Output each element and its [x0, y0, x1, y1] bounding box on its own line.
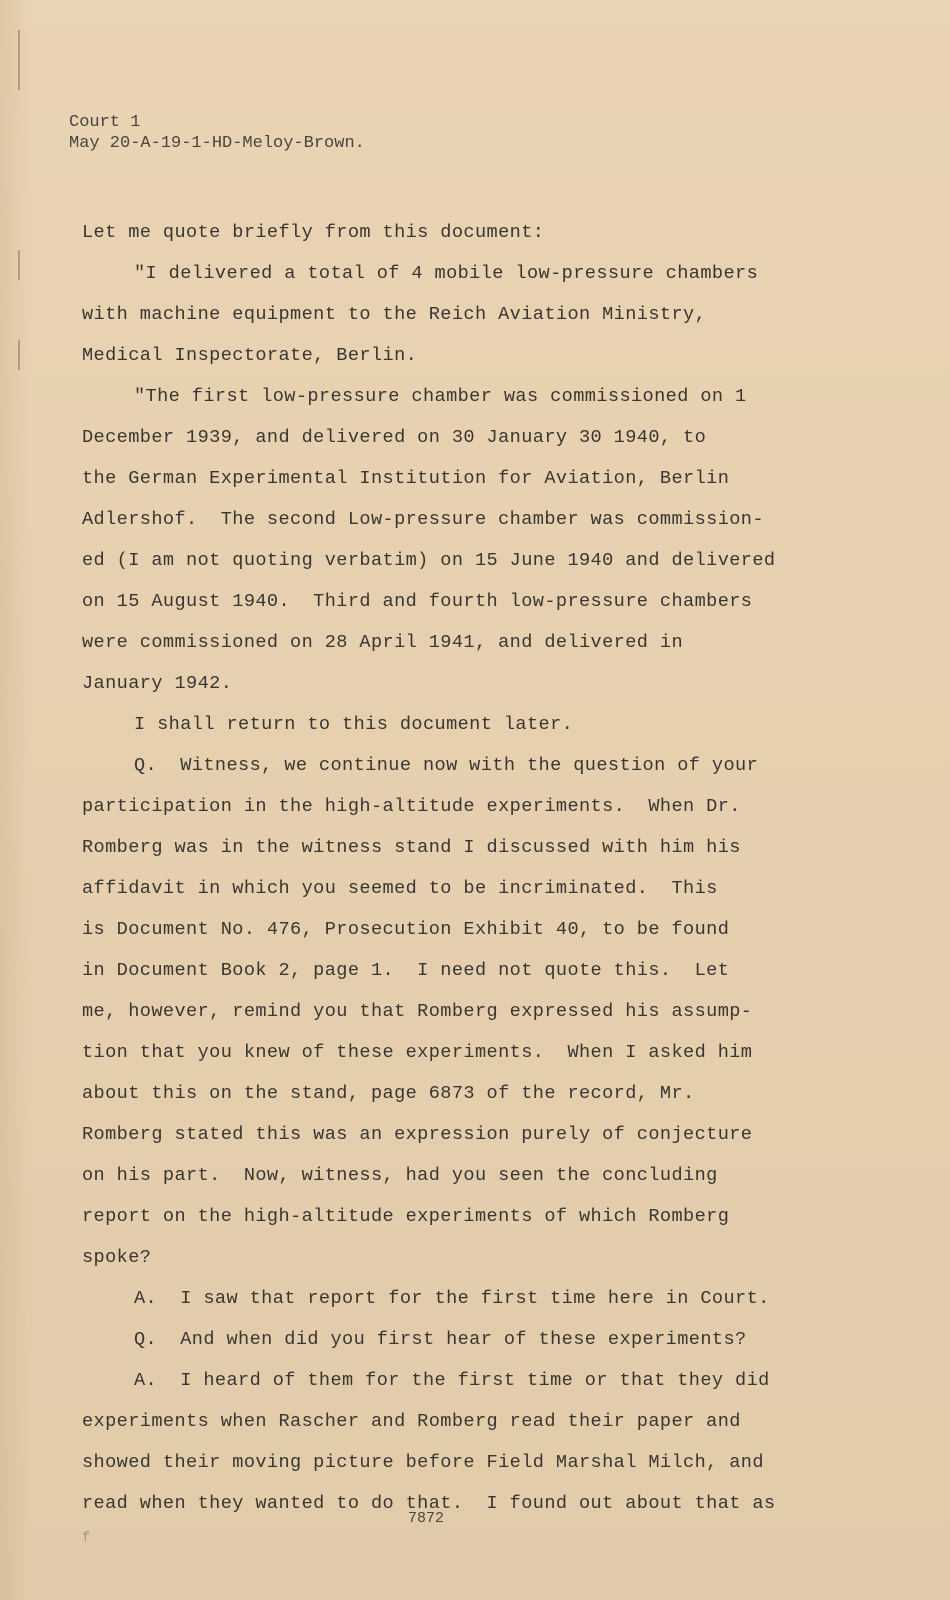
transcript-line: tion that you knew of these experiments. When I asked him: [82, 1042, 753, 1063]
transcript-line: affidavit in which you seemed to be incriminated. This: [82, 878, 718, 899]
transcript-line: Adlershof. The second Low-pressure chamber was commission-: [82, 509, 764, 530]
margin-mark: [18, 340, 20, 370]
footer-mark: f: [82, 1530, 91, 1546]
margin-mark: [18, 30, 20, 90]
transcript-line: Romberg was in the witness stand I discussed with him his: [82, 837, 741, 858]
transcript-line: December 1939, and delivered on 30 January 30 1940, to: [82, 427, 707, 448]
transcript-line: the German Experimental Institution for Aviation, Berlin: [82, 468, 730, 489]
session-label: May 20-A-19-1-HD-Meloy-Brown.: [69, 134, 365, 153]
margin-mark: [18, 250, 20, 280]
transcript-line: Let me quote briefly from this document:: [82, 222, 545, 243]
transcript-line: in Document Book 2, page 1. I need not quote this. Let: [82, 960, 730, 981]
transcript-line: "The first low-pressure chamber was commissioned on 1: [134, 386, 747, 407]
transcript-line: with machine equipment to the Reich Aviation Ministry,: [82, 304, 707, 325]
transcript-line: showed their moving picture before Field Marshal Milch, and: [82, 1452, 764, 1473]
transcript-line: on his part. Now, witness, had you seen the concluding: [82, 1165, 718, 1186]
transcript-line: experiments when Rascher and Romberg read their paper and: [82, 1411, 741, 1432]
transcript-line: is Document No. 476, Prosecution Exhibit 40, to be found: [82, 919, 730, 940]
transcript-line: spoke?: [82, 1247, 152, 1268]
transcript-line: A. I saw that report for the first time here in Court.: [134, 1288, 770, 1309]
transcript-line: ed (I am not quoting verbatim) on 15 June 1940 and delivered: [82, 550, 776, 571]
transcript-line: January 1942.: [82, 673, 233, 694]
document-header: [69, 112, 365, 154]
page-number: 7872: [408, 1510, 445, 1527]
transcript-line: I shall return to this document later.: [134, 714, 574, 735]
transcript-line: read when they wanted to do that. I found out about that as: [82, 1493, 776, 1514]
transcript-line: Q. And when did you first hear of these experiments?: [134, 1329, 747, 1350]
transcript-line: Medical Inspectorate, Berlin.: [82, 345, 418, 366]
court-label: Court 1: [69, 113, 141, 132]
transcript-line: participation in the high-altitude experiments. When Dr.: [82, 796, 741, 817]
transcript-line: "I delivered a total of 4 mobile low-pressure chambers: [134, 263, 759, 284]
transcript-line: me, however, remind you that Romberg expressed his assump-: [82, 1001, 753, 1022]
transcript-line: on 15 August 1940. Third and fourth low-pressure chambers: [82, 591, 753, 612]
transcript-line: A. I heard of them for the first time or that they did: [134, 1370, 770, 1391]
transcript-line: Romberg stated this was an expression purely of conjecture: [82, 1124, 753, 1145]
transcript-line: report on the high-altitude experiments of which Romberg: [82, 1206, 730, 1227]
transcript-line: were commissioned on 28 April 1941, and delivered in: [82, 632, 684, 653]
transcript-body: [82, 212, 822, 1524]
transcript-line: about this on the stand, page 6873 of the record, Mr.: [82, 1083, 695, 1104]
transcript-line: Q. Witness, we continue now with the question of your: [134, 755, 759, 776]
